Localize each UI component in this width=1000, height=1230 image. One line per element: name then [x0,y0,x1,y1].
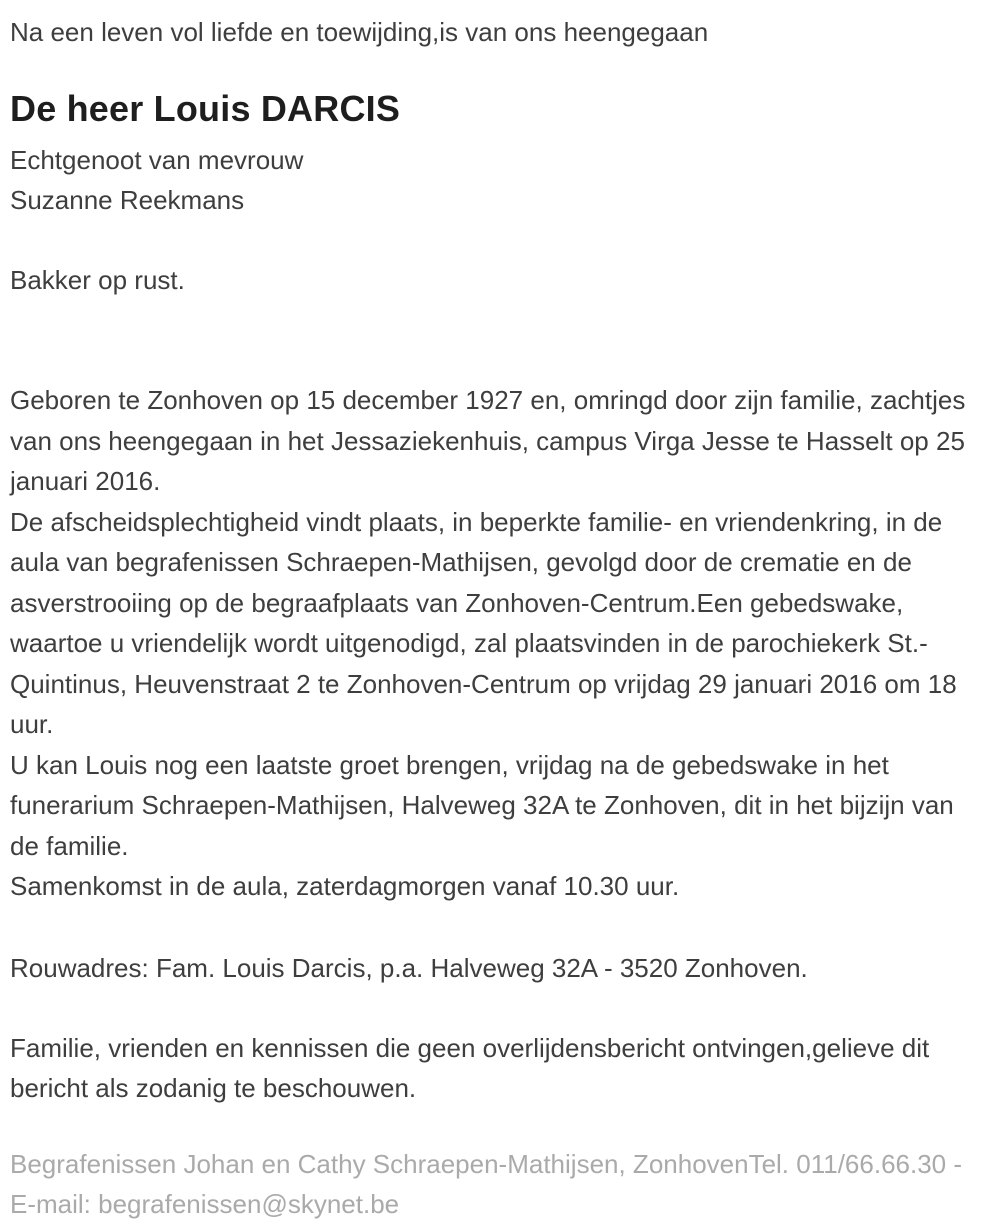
announcement-body [10,380,986,907]
mourning-address: Rouwadres: Fam. Louis Darcis, p.a. Halveweg 32A - 3520 Zonhoven. [10,952,808,983]
deceased-name: De heer Louis DARCIS [10,88,401,129]
paragraph-birth-death: Geboren te Zonhoven op 15 december 1927 en, omringd door zijn familie, zachtjes van ons heengegaan in het Jessaziekenhuis, campus Virga Jesse te Hasselt op 25 januari 2016. [10,385,966,496]
paragraph-ceremony: De afscheidsplechtigheid vindt plaats, in beperkte familie- en vriendenkring, in de aula van begrafenissen Schraepen-Mathijsen, gevolgd door de crematie en de asverstrooiing op de begraafplaats van Zonhoven-Centrum.Een gebedswake, waartoe u vriendelijk wordt uitgenodigd, zal plaatsvinden in de parochiekerk St.-Quintinus, Heuvenstraat 2 te Zonhoven-Centrum op vrijdag 29 januari 2016 om 18 uur. [10,506,957,739]
intro-line: Na een leven vol liefde en toewijding,is van ons heengegaan [10,17,709,47]
spouse-name: Suzanne Reekmans [10,185,245,215]
paragraph-last-greeting: U kan Louis nog een laatste groet brengen, vrijdag na de gebedswake in het funerarium Schraepen-Mathijsen, Halveweg 32A te Zonhoven, dit in het bijzijn van de familie. [10,749,954,861]
spouse-intro: Echtgenoot van mevrouw [10,145,304,175]
paragraph-gathering: Samenkomst in de aula, zaterdagmorgen vanaf 10.30 uur. [10,871,680,901]
footer-funeral-home: Begrafenissen Johan en Cathy Schraepen-Mathijsen, ZonhovenTel. 011/66.66.30 - E-mail: begrafenissen@skynet.be [10,1148,963,1219]
notice-line: Familie, vrienden en kennissen die geen overlijdensbericht ontvingen,gelieve dit bericht als zodanig te beschouwen. [10,1032,930,1103]
profession-line: Bakker op rust. [10,265,185,295]
